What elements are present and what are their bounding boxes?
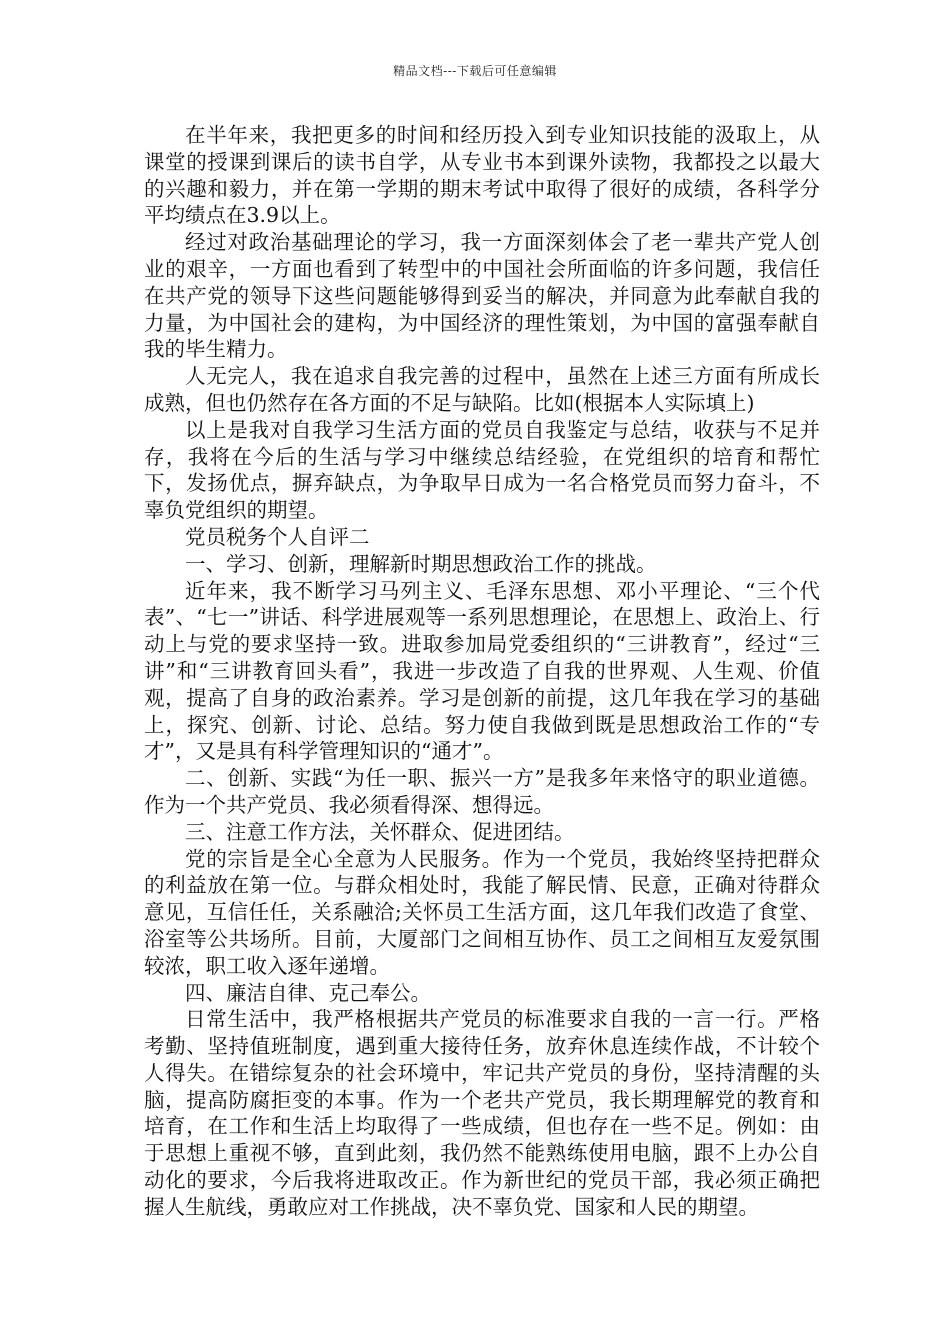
paragraph: 在半年来，我把更多的时间和经历投入到专业知识技能的汲取上，从课堂的授课到课后的读书自学，从专业书本到课外读物，我都投之以最大的兴趣和毅力，并在第一学期的期末考试中取得了很好的成绩，各科学分平均绩点在3.9以上。 [144,123,820,228]
paragraph: 经过对政治基础理论的学习，我一方面深刻体会了老一辈共产党人创业的艰辛，一方面也看到了转型中的中国社会所面临的许多问题，我信任在共产党的领导下这些问题能够得到妥当的解决，并同意为此奉献自我的力量，为中国社会的建构，为中国经济的理性策划，为中国的富强奉献自我的毕生精力。 [144,230,820,362]
paragraph: 人无完人，我在追求自我完善的过程中，虽然在上述三方面有所成长成熟，但也仍然存在各方面的不足与缺陷。比如(根据本人实际填上) [144,364,820,415]
page-header: 精品文档---下载后可任意编辑 [393,64,557,78]
section-heading: 三、注意工作方法，关怀群众、促进团结。 [185,819,575,844]
document-body [144,122,820,1221]
paragraph: 日常生活中，我严格根据共产党员的标准要求自我的一言一行。严格考勤、坚持值班制度，遇到重大接待任务，放弃休息连续作战，不计较个人得失。在错综复杂的社会环境中，牢记共产党员的身份，坚持清醒的头脑，提高防腐拒变的本事。作为一个老共产党员，我长期理解党的教育和培育，在工作和生活上均取得了一些成绩，但也存在一些不足。例如：由于思想上重视不够，直到此刻，我仍然不能熟练使用电脑，跟不上办公自动化的要求，今后我将进取改正。作为新世纪的党员干部，我必须正确把握人生航线，勇敢应对工作挑战，决不辜负党、国家和人民的期望。 [144,1007,820,1219]
section-title: 党员税务个人自评二 [185,524,370,549]
section-heading: 四、廉洁自律、克己奉公。 [185,980,431,1005]
section-heading: 二、创新、实践“为任一职、振兴一方”是我多年来恪守的职业道德。作为一个共产党员、我必须看得深、想得远。 [144,766,820,817]
section-heading: 一、学习、创新，理解新时期思想政治工作的挑战。 [185,551,657,576]
paragraph: 近年来，我不断学习马列主义、毛泽东思想、邓小平理论、“三个代表”、“七一”讲话、科学进展观等一系列思想理论，在思想上、政治上、行动上与党的要求坚持一致。进取参加局党委组织的“三讲教育”，经过“三讲”和“三讲教育回头看”，我进一步改造了自我的世界观、人生观、价值观，提高了自身的政治素养。学习是创新的前提，这几年我在学习的基础上，探究、创新、讨论、总结。努力使自我做到既是思想政治工作的“专才”，又是具有科学管理知识的“通才”。 [144,578,820,764]
paragraph: 党的宗旨是全心全意为人民服务。作为一个党员，我始终坚持把群众的利益放在第一位。与群众相处时，我能了解民情、民意，正确对待群众意见，互信任任，关系融洽;关怀员工生活方面，这几年我们改造了食堂、浴室等公共场所。目前，大厦部门之间相互协作、员工之间相互友爱氛围较浓，职工收入逐年递增。 [144,846,820,978]
paragraph: 以上是我对自我学习生活方面的党员自我鉴定与总结，收获与不足并存，我将在今后的生活与学习中继续总结经验，在党组织的培育和帮忙下，发扬优点，摒弃缺点，为争取早日成为一名合格党员而努力奋斗，不辜负党组织的期望。 [144,417,820,523]
